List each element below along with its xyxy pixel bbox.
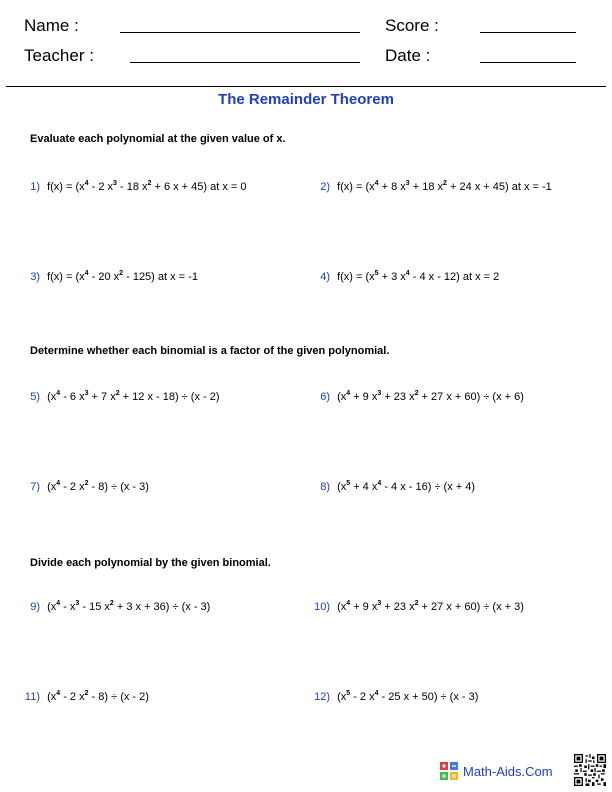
problem-12: 12) ($x^5 - 2$ $x^4 - 25$ x + 50) ÷ (x - 3) [312,691,478,703]
date-blank[interactable] [480,62,576,63]
problem-10: 10) ($x^4 + 9$ $x^3 + 23$ $x^2 + 27$ x + 60) ÷ (x + 3) [312,601,524,613]
section-instruction-evaluate: Evaluate each polynomial at the given value of x. [30,133,286,145]
problem-7: 7) ($x^4 - 2$ $x^2 - 8) \div (x - 3)$ [22,481,149,493]
problem-number: 3) [30,271,40,283]
problem-number: 8) [320,481,330,493]
problem-1: 1) $f(x) = (x^4 - 2$ $x^3 - 18$ $x^2 + 6$ x + 45) at x = 0 [22,181,247,193]
problem-4: 4) $f(x) = (x^5 + 3$ $x^4 - 4$ x - 12) at x = 2 [312,271,499,283]
problem-6: 6) ($x^4 + 9$ $x^3 + 23$ $x^2 + 27$ x + 60) ÷ (x + 6) [312,391,524,403]
teacher-label: Teacher : [24,46,94,65]
name-blank[interactable] [120,32,360,33]
problem-number: 9) [30,601,40,613]
problem-5: 5) ($x^4 - 6$ $x^3 + 7$ $x^2 + 12$ x - 18) ÷ (x - 2) [22,391,220,403]
problem-number: 4) [320,271,330,283]
teacher-blank[interactable] [130,62,360,63]
problem-number: 1) [30,181,40,193]
worksheet-title: The Remainder Theorem [218,91,394,108]
qr-code-icon [574,754,606,786]
problem-number: 12) [314,691,330,703]
header-divider [6,86,606,87]
name-label: Name : [24,16,79,35]
problem-11: 11) ($x^4 - 2$ $x^2 - 8) \div (x - 2)$ [22,691,149,703]
site-logo[interactable] [440,762,553,780]
problem-3: 3) $f(x) = (x^4 - 20$ $x^2 - 125$) at x = -1 [22,271,198,283]
problem-number: 10) [314,601,330,613]
problem-2: 2) $f(x) = (x^4 + 8$ $x^3 + 18$ $x^2 + 24$ x + 45) at x = -1 [312,181,552,193]
problem-number: 2) [320,181,330,193]
site-name[interactable]: Math-Aids.Com [463,763,553,779]
problem-8: 8) ($x^5 + 4$ $x^4 - 4$ x - 16) ÷ (x + 4) [312,481,475,493]
section-instruction-factor: Determine whether each binomial is a factor of the given polynomial. [30,345,390,357]
problem-9: 9) ($x^4 - x^3 - 15$ $x^2 + 3$ x + 36) ÷ (x - 3) [22,601,210,613]
score-label: Score : [385,16,439,35]
problem-number: 7) [30,481,40,493]
section-instruction-divide: Divide each polynomial by the given binomial. [30,557,271,569]
score-blank[interactable] [480,32,576,33]
problem-number: 5) [30,391,40,403]
problem-number: 11) [24,691,40,703]
date-label: Date : [385,46,431,65]
calculator-icon [440,762,458,780]
problem-number: 6) [320,391,330,403]
